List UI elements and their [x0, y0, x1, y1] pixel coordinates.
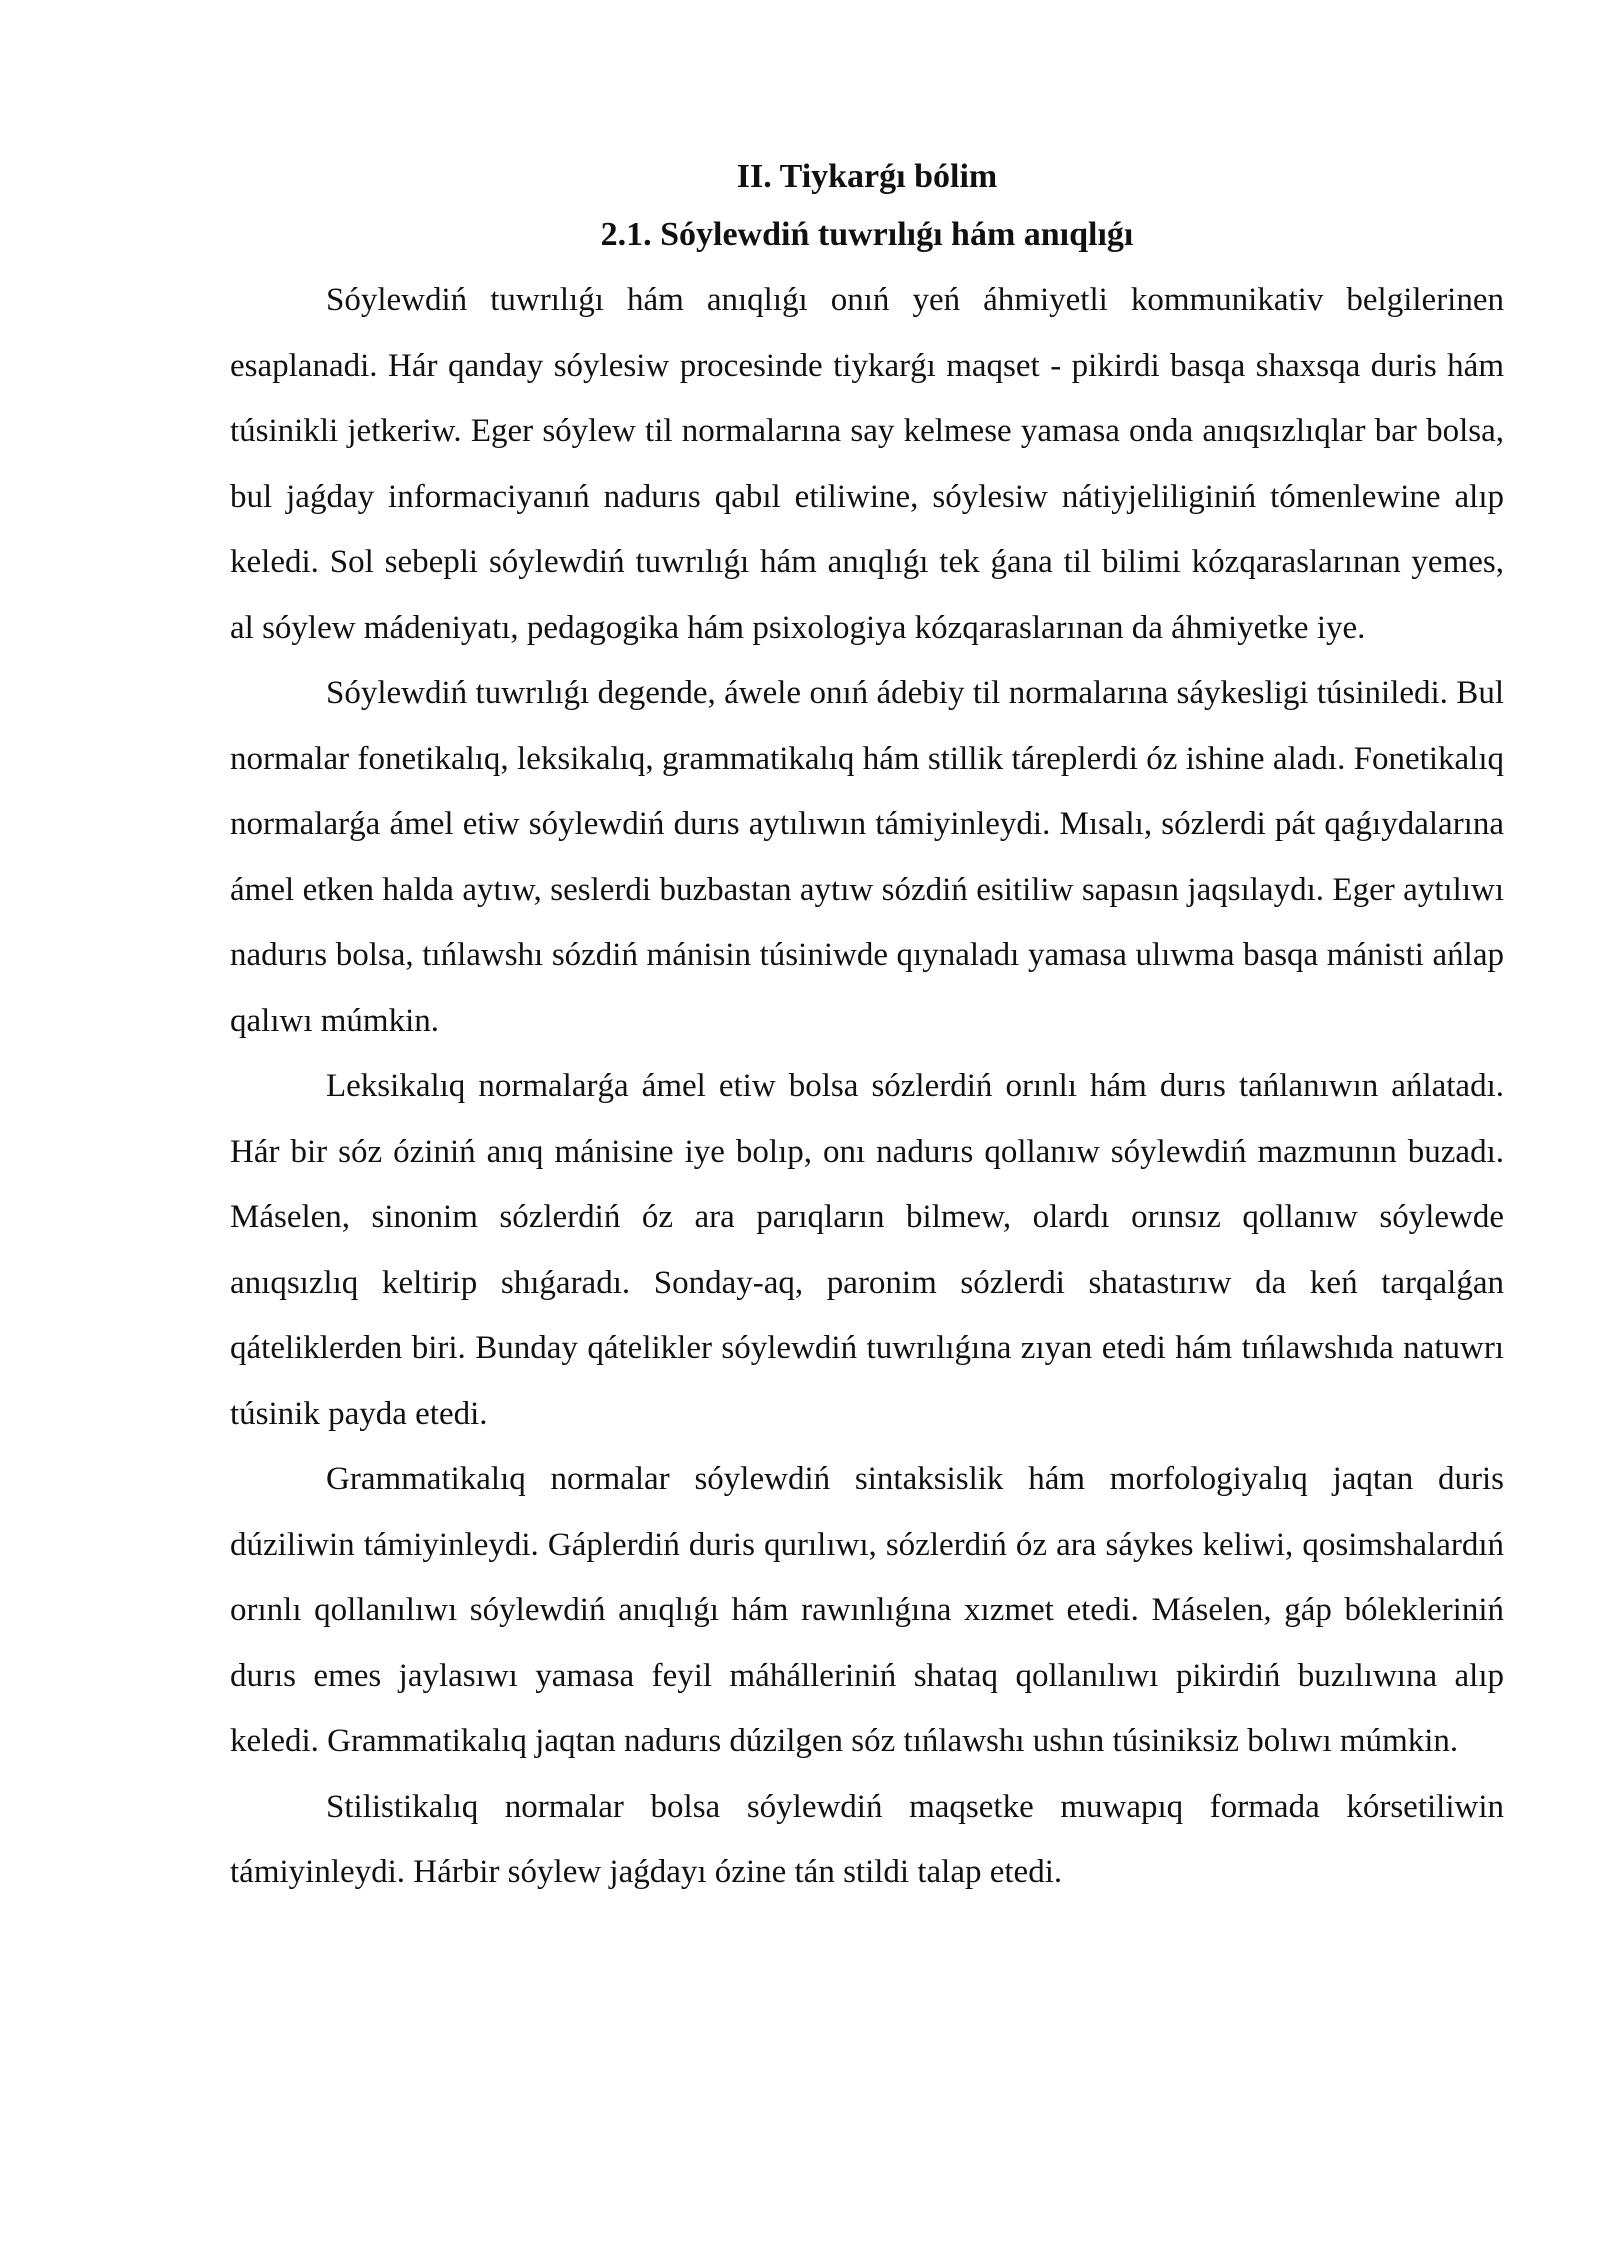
paragraph: Leksikalıq normalarǵa ámel etiw bolsa sózlerdiń orınlı hám durıs tańlanıwın ańlatadı. Hár bir sóz óziniń anıq mánisine iye bolıp, onı nadurıs qollanıw sóylewdiń mazmunın buzadı. Máselen, sinonim sózlerdiń óz ara parıqların bilmew, olardı orınsız qollanıw sóylewde anıqsızlıq keltirip shıǵaradı. Sonday-aq, paronim sózlerdi shatastırıw da keń tarqalǵan qáteliklerden biri. Bunday qátelikler sóylewdiń tuwrılıǵına zıyan etedi hám tıńlawshıda natuwrı túsinik payda etedi. — [230, 1068, 1504, 1432]
paragraph: Stilistikalıq normalar bolsa sóylewdiń maqsetke muwapıq formada kórsetiliwin támiyinleydi. Hárbir sóylew jaǵdayı ózine tán stildi talap etedi. — [230, 1788, 1504, 1890]
paragraph: Grammatikalıq normalar sóylewdiń sintaksislik hám morfologiyalıq jaqtan duris dúziliwin támiyinleydi. Gáplerdiń duris qurılıwı, sózlerdiń óz ara sáykes keliwi, qosimshalardıń orınlı qollanılıwı sóylewdiń anıqlıǵı hám rawınlıǵına xızmet etedi. Máselen, gáp bólekleriniń durıs emes jaylasıwı yamasa feyil máhálleriniń shataq qollanılıwı pikirdiń buzılıwına alıp keledi. Grammatikalıq jaqtan nadurıs dúzilgen sóz tıńlawshı ushın túsiniksiz bolıwı múmkin. — [230, 1461, 1504, 1759]
document-body — [230, 268, 1504, 1906]
paragraph: Sóylewdiń tuwrılıǵı hám anıqlıǵı onıń yeń áhmiyetli kommunikativ belgilerinen esaplanadi. Hár qanday sóylesiw procesinde tiykarǵı maqset - pikirdi basqa shaxsqa duris hám túsinikli jetkeriw. Eger sóylew til normalarına say kelmese yamasa onda anıqsızlıqlar bar bolsa, bul jaǵday informaciyanıń nadurıs qabıl etiliwine, sóylesiw nátiyjeliliginiń tómenlewine alıp keledi. Sol sebepli sóylewdiń tuwrılıǵı hám anıqlıǵı tek ǵana til bilimi kózqaraslarınan yemes, al sóylew mádeniyatı, pedagogika hám psixologiya kózqaraslarınan da áhmiyetke iye. — [230, 282, 1504, 646]
subsection-title: 2.1. Sóylewdiń tuwrılıǵı hám anıqlıǵı — [600, 216, 1134, 253]
paragraph: Sóylewdiń tuwrılıǵı degende, áwele onıń ádebiy til normalarına sáykesligi túsiniledi. Bul normalar fonetikalıq, leksikalıq, grammatikalıq hám stillik táreplerdi óz ishine aladı. Fonetikalıq normalarǵa ámel etiw sóylewdiń durıs aytılıwın támiyinleydi. Mısalı, sózlerdi pát qaǵıydalarına ámel etken halda aytıw, seslerdi buzbastan aytıw sózdiń esitiliw sapasın jaqsılaydı. Eger aytılıwı nadurıs bolsa, tıńlawshı sózdiń mánisin túsiniwde qıynaladı yamasa ulıwma basqa mánisti ańlap qalıwı múmkin. — [230, 675, 1504, 1039]
section-title: II. Tiykarǵı bólim — [736, 158, 998, 195]
